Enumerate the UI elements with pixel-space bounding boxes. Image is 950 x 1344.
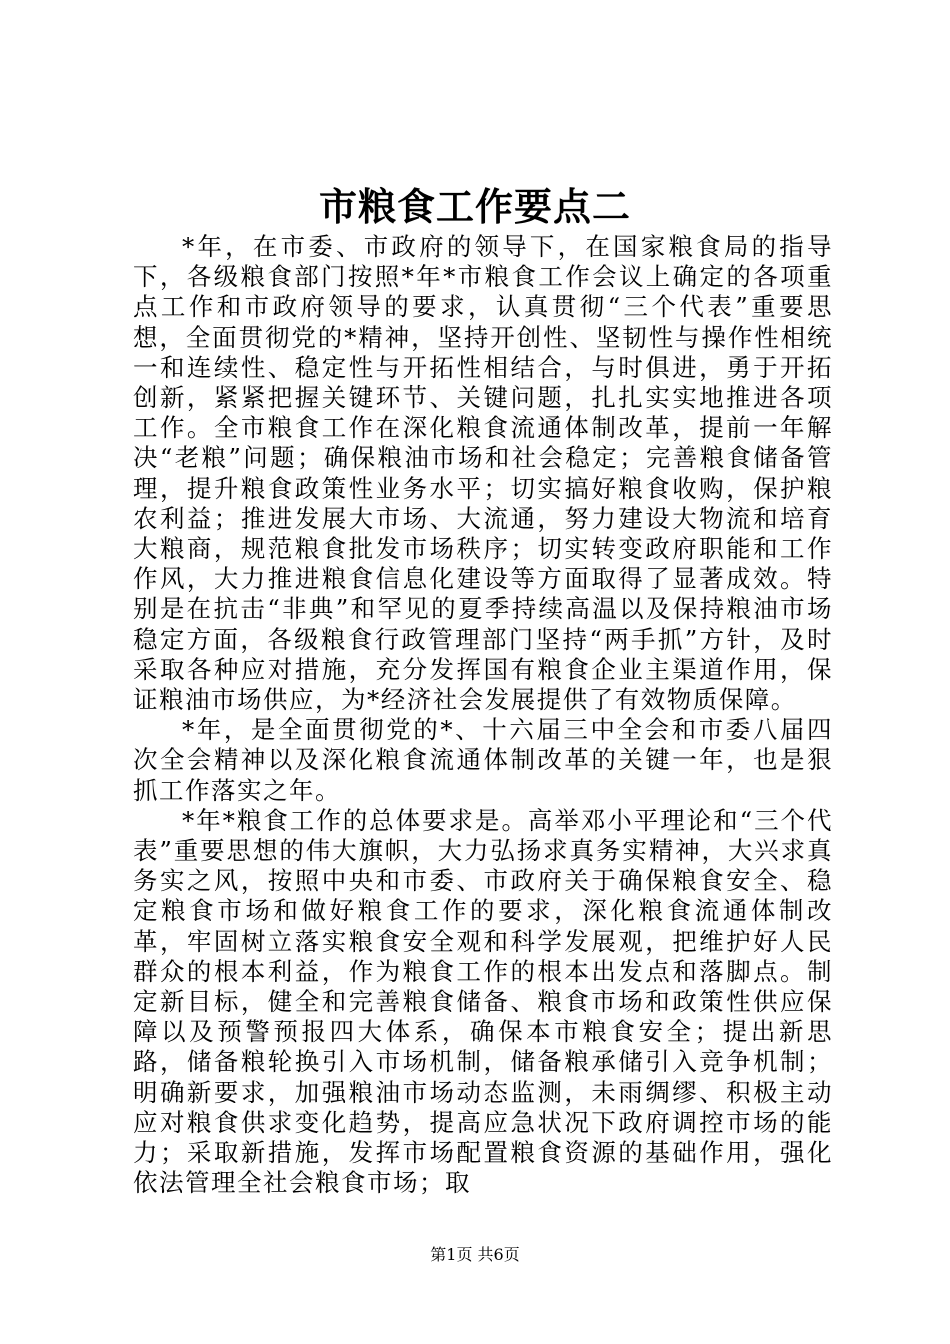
document-title: 市粮食工作要点二 (318, 184, 631, 229)
document-body (133, 232, 833, 1199)
paragraph: *年，在市委、市政府的领导下，在国家粮食局的指导下，各级粮食部门按照*年*市粮食工作会议上确定的各项重点工作和市政府领导的要求，认真贯彻“三个代表”重要思想，全面贯彻党的*精神，坚持开创性、坚韧性与操作性相统一和连续性、稳定性与开拓性相结合，与时俱进，勇于开拓创新，紧紧把握关键环节、关键问题，扎扎实实地推进各项工作。全市粮食工作在深化粮食流通体制改革，提前一年解决“老粮”问题；确保粮油市场和社会稳定；完善粮食储备管理，提升粮食政策性业务水平；切实搞好粮食收购，保护粮农利益；推进发展大市场、大流通，努力建设大物流和培育大粮商，规范粮食批发市场秩序；切实转变政府职能和工作作风，大力推进粮食信息化建设等方面取得了显著成效。特别是在抗击“非典”和罕见的夏季持续高温以及保持粮油市场稳定方面，各级粮食行政管理部门坚持“两手抓”方针，及时采取各种应对措施，充分发挥国有粮食企业主渠道作用，保证粮油市场供应，为*经济社会发展提供了有效物质保障。 (133, 232, 833, 715)
paragraph: *年*粮食工作的总体要求是。高举邓小平理论和“三个代表”重要思想的伟大旗帜，大力弘扬求真务实精神，大兴求真务实之风，按照中央和市委、市政府关于确保粮食安全、稳定粮食市场和做好粮食工作的要求，深化粮食流通体制改革，牢固树立落实粮食安全观和科学发展观，把维护好人民群众的根本利益，作为粮食工作的根本出发点和落脚点。制定新目标，健全和完善粮食储备、粮食市场和政策性供应保障以及预警预报四大体系，确保本市粮食安全；提出新思路，储备粮轮换引入市场机制，储备粮承储引入竞争机制；明确新要求，加强粮油市场动态监测，未雨绸缪、积极主动应对粮食供求变化趋势，提高应急状况下政府调控市场的能力；采取新措施，发挥市场配置粮食资源的基础作用，强化依法管理全社会粮食市场；取 (133, 805, 833, 1198)
page-number-footer: 第1页 共6页 (430, 1245, 520, 1264)
paragraph: *年，是全面贯彻党的*、十六届三中全会和市委八届四次全会精神以及深化粮食流通体制改革的关键一年，也是狠抓工作落实之年。 (133, 715, 833, 805)
